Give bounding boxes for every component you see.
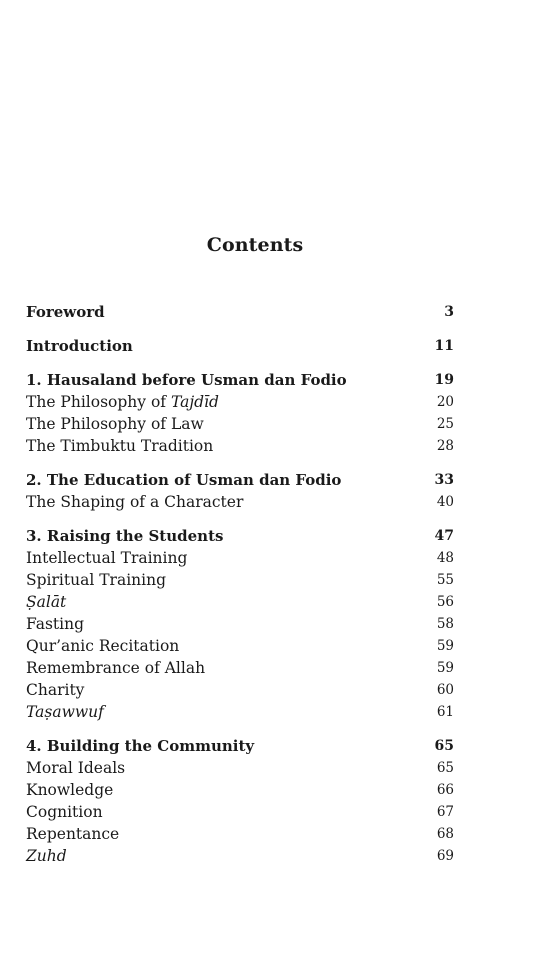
toc-entry-page: 40 — [436, 494, 454, 510]
toc-entry-label: Cognition — [26, 803, 103, 821]
toc-entry-page: 69 — [436, 848, 454, 864]
toc-section — [26, 701, 454, 723]
toc-entry-page: 65 — [434, 738, 454, 754]
toc-entry-label: Zuhd — [26, 847, 67, 865]
toc-entry-label: Repentance — [26, 825, 120, 843]
toc-chapter-1 — [26, 369, 454, 391]
toc-section — [26, 569, 454, 591]
toc-entry-page: 48 — [436, 550, 454, 566]
toc-entry-page: 19 — [434, 372, 454, 388]
toc-entry-label: Ṣalāt — [26, 593, 67, 611]
toc-entry-foreword — [26, 301, 454, 323]
toc-entry-label: Taṣawwuf — [26, 703, 104, 721]
toc-entry-label: The Philosophy of Tajdīd — [26, 393, 219, 411]
toc-entry-label: Charity — [26, 681, 85, 699]
toc-entry-page: 28 — [436, 438, 454, 454]
toc-section — [26, 679, 454, 701]
toc-entry-page: 61 — [436, 704, 454, 720]
toc-entry-label: 2. The Education of Usman dan Fodio — [26, 471, 342, 489]
toc-entry-page: 60 — [436, 682, 454, 698]
toc-entry-label: The Shaping of a Character — [26, 493, 244, 511]
toc-section — [26, 757, 454, 779]
toc-entry-page: 11 — [434, 338, 454, 354]
toc-section — [26, 435, 454, 457]
toc-section — [26, 391, 454, 413]
toc-entry-page: 59 — [436, 660, 454, 676]
toc-entry-label: The Timbuktu Tradition — [26, 437, 214, 455]
toc-section — [26, 779, 454, 801]
toc-section — [26, 613, 454, 635]
toc-entry-label: Spiritual Training — [26, 571, 166, 589]
toc-entry-label: 1. Hausaland before Usman dan Fodio — [26, 371, 347, 389]
toc-entry-page: 58 — [436, 616, 454, 632]
toc-entry-page: 55 — [436, 572, 454, 588]
toc-section — [26, 823, 454, 845]
toc-entry-page: 25 — [436, 416, 454, 432]
toc-entry-page: 67 — [436, 804, 454, 820]
toc-entry-page: 68 — [436, 826, 454, 842]
toc-section — [26, 491, 454, 513]
toc-entry-label: Remembrance of Allah — [26, 659, 206, 677]
toc-chapter-4 — [26, 735, 454, 757]
toc-entry-label: Moral Ideals — [26, 759, 126, 777]
toc-section — [26, 801, 454, 823]
toc-entry-page: 59 — [436, 638, 454, 654]
toc-entry-page: 66 — [436, 782, 454, 798]
toc-entry-label: Fasting — [26, 615, 84, 633]
table-of-contents — [26, 301, 454, 867]
toc-section — [26, 635, 454, 657]
toc-entry-introduction — [26, 335, 454, 357]
toc-entry-label: The Philosophy of Law — [26, 415, 204, 433]
toc-section — [26, 547, 454, 569]
toc-section — [26, 657, 454, 679]
toc-entry-page: 33 — [434, 472, 454, 488]
toc-entry-label: Foreword — [26, 303, 105, 321]
toc-entry-label: Intellectual Training — [26, 549, 188, 567]
toc-entry-label: Knowledge — [26, 781, 114, 799]
toc-section — [26, 845, 454, 867]
toc-entry-label: Qur’anic Recitation — [26, 637, 180, 655]
toc-entry-page: 56 — [436, 594, 454, 610]
toc-entry-label: 4. Building the Community — [26, 737, 255, 755]
page-title: Contents — [206, 234, 304, 256]
toc-entry-page: 3 — [444, 304, 454, 320]
toc-chapter-3 — [26, 525, 454, 547]
toc-entry-page: 20 — [436, 394, 454, 410]
toc-section — [26, 591, 454, 613]
toc-chapter-2 — [26, 469, 454, 491]
toc-entry-page: 65 — [436, 760, 454, 776]
toc-entry-label: 3. Raising the Students — [26, 527, 224, 545]
toc-entry-label: Introduction — [26, 337, 133, 355]
toc-entry-page: 47 — [434, 528, 454, 544]
toc-section — [26, 413, 454, 435]
